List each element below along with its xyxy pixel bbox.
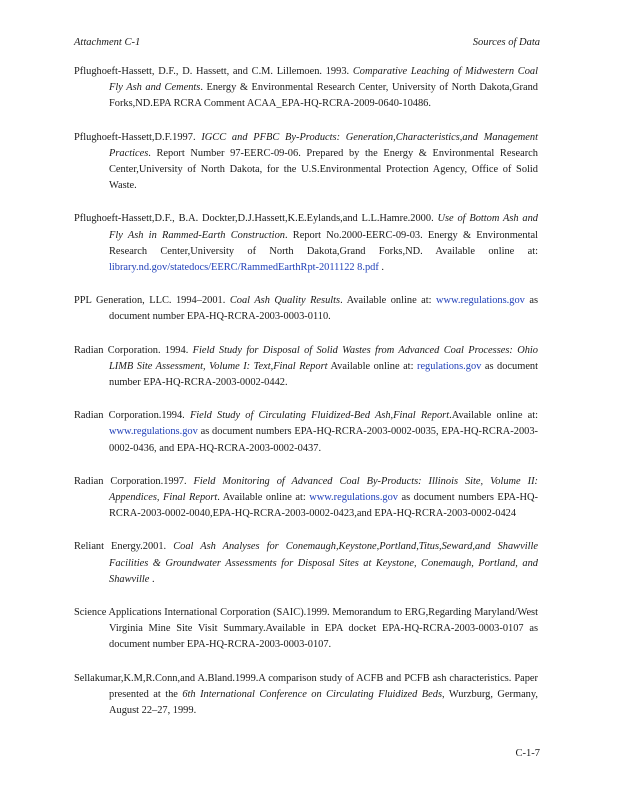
reference-authors: Sellakumar,K.M,R.Conn,and A.Bland.1999.A comparison study of ACFB and PCFB ash characteristics. Paper presented at the — [74, 672, 538, 700]
reference-entry — [74, 474, 538, 523]
reference-link[interactable]: www.regulations.gov — [309, 492, 399, 504]
reference-authors: Pflughoeft-Hassett,D.F., B.A. Dockter,D.J.Hassett,K.E.Eylands,and L.L.Hamre.2000. — [74, 213, 434, 225]
reference-title: Field Study for Disposal of Solid Wastes from Advanced Coal Processes: Ohio LIMB Site Assessment, Volume I: Text,Final Report — [109, 344, 538, 372]
reference-authors: PPL Generation, LLC. 1994–2001. — [74, 295, 226, 307]
header-attachment-label: Attachment C-1 — [74, 37, 141, 48]
reference-authors: Pflughoeft-Hassett, D.F., D. Hassett, and C.M. Lillemoen. 1993. — [74, 66, 350, 77]
page-number: C-1-7 — [515, 748, 540, 759]
reference-details: . Report Number 97-EERC-09-06. Prepared by the Energy & Environmental Research Center,University of North Dakota, for the U.S.Environmental Protection Agency, Office of Solid Waste. — [109, 147, 538, 192]
reference-authors: Radian Corporation. 1994. — [74, 344, 189, 356]
reference-entry — [74, 671, 538, 720]
reference-link[interactable]: regulations.gov — [416, 360, 482, 372]
reference-title: Use of Bottom Ash and Fly Ash in Rammed-Earth Construction — [109, 213, 538, 241]
reference-details-after: as document number EPA-HQ-RCRA-2003-0002-0442. — [109, 360, 539, 389]
reference-title: Coal Ash Quality Results — [229, 295, 341, 307]
reference-entry — [74, 408, 538, 457]
reference-title: 6th International Conference on Circulating Fluidized Beds — [182, 688, 442, 700]
reference-title: Field Monitoring of Advanced Coal By-Products: Illinois Site, Volume II: Appendices, Final Report — [109, 475, 538, 504]
reference-title: Field Study of Circulating Fluidized-Bed Ash,Final Report — [189, 410, 450, 422]
reference-authors: Science Applications International Corporation (SAIC).1999. — [74, 607, 330, 619]
reference-details: . Report No.2000-EERC-09-03. Energy & Environmental Research Center,University of North Dakota,Grand Forks,ND. Available online at: — [109, 229, 538, 257]
reference-details: Available online at: — [327, 360, 417, 372]
reference-entry — [74, 130, 538, 195]
reference-entry — [74, 293, 538, 325]
reference-details-after: as document numbers EPA-HQ-RCRA-2003-0002-0035, EPA-HQ-RCRA-2003-0002-0436, and EPA-HQ-RCRA-2003-0002-0437. — [109, 426, 538, 454]
reference-entry — [74, 343, 538, 392]
reference-authors: Radian Corporation.1994. — [74, 410, 185, 422]
reference-entry — [74, 64, 538, 113]
reference-authors: Reliant Energy.2001. — [74, 541, 167, 553]
reference-details: .Available online at: — [449, 410, 538, 422]
reference-list — [74, 64, 538, 736]
reference-details: Memorandum to ERG,Regarding Maryland/West Virginia Mine Site Visit Summary.Available in EPA docket EPA-HQ-RCRA-2003-0003-0107 as document number EPA-HQ-RCRA-2003-0003-0107. — [109, 607, 538, 651]
reference-authors: Pflughoeft-Hassett,D.F.1997. — [74, 131, 196, 143]
reference-authors: Radian Corporation.1997. — [74, 475, 187, 487]
header-section-title: Sources of Data — [472, 37, 540, 48]
reference-details-after: as document number EPA-HQ-RCRA-2003-0003-0110. — [109, 295, 538, 323]
reference-title: Comparative Leaching of Midwestern Coal Fly Ash and Cements — [109, 66, 538, 94]
reference-details: . Available online at: — [217, 492, 310, 504]
reference-entry — [74, 211, 538, 276]
reference-details: , Wurzburg, Germany, August 22–27, 1999. — [109, 688, 538, 717]
reference-entry — [74, 605, 538, 654]
reference-link[interactable]: www.regulations.gov — [436, 295, 525, 307]
reference-details-after: . — [378, 262, 385, 274]
reference-link[interactable]: www.regulations.gov — [109, 426, 198, 438]
reference-details: . — [149, 573, 155, 585]
reference-details-after: as document numbers EPA-HQ-RCRA-2003-0002-0040,EPA-HQ-RCRA-2003-0002-0423,and EPA-HQ-RCRA-2003-0002-0424 — [109, 492, 538, 520]
reference-details: . Available online at: — [340, 295, 437, 307]
reference-details: . Energy & Environmental Research Center, University of North Dakota,Grand Forks,ND.EPA RCRA Comment ACAA_EPA-HQ-RCRA-2009-0640-10486. — [109, 82, 538, 110]
reference-entry — [74, 539, 538, 588]
reference-title: IGCC and PFBC By-Products: Generation,Characteristics,and Management Practices — [109, 131, 538, 159]
reference-link[interactable]: library.nd.gov/statedocs/EERC/RammedEarthRpt-2011122 8.pdf — [109, 262, 379, 274]
reference-title: Coal Ash Analyses for Conemaugh,Keystone,Portland,Titus,Seward,and Shawville Facilities & Groundwater Assessments for Disposal Sites at Keystone, Conemaugh, Portland, and Shawville — [109, 541, 538, 585]
